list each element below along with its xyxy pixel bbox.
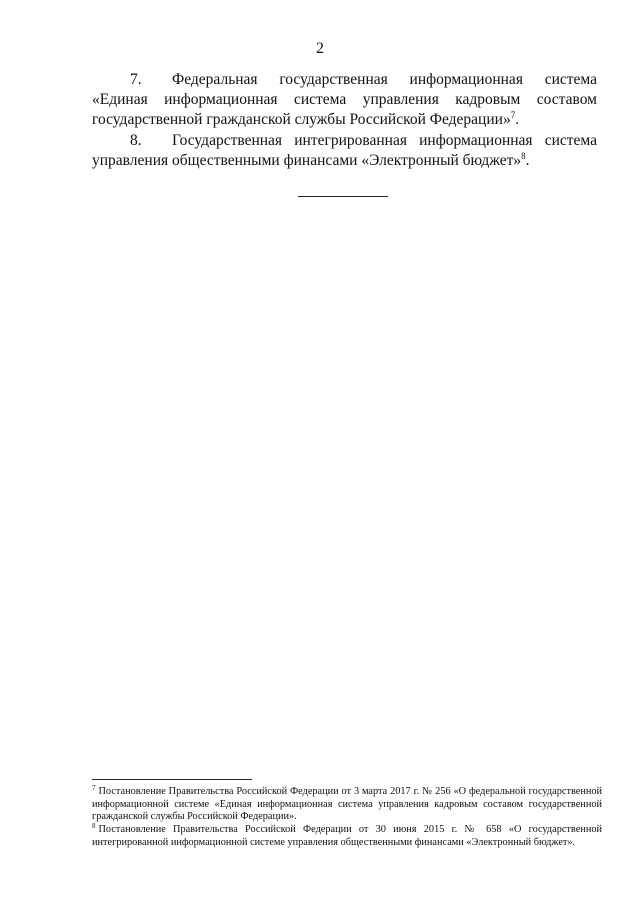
item-text: Федеральная государственная информационная система «Единая информационная система управления кадровым составом государственной гражданской службы Российской Федерации» [92,71,597,128]
item-tail: . [515,111,520,128]
footnote-divider [92,779,252,780]
footnote-text: Постановление Правительства Российской Федерации от 30 июня 2015 г. № 658 «О государственной интегрированной информационной системе управления общественными финансами «Электронный бюджет». [92,824,602,848]
item-number: 7. [130,71,142,88]
footnote-ref: 8 [521,151,526,161]
list-item-7 [92,70,597,130]
section-separator [298,196,388,197]
item-tail: . [525,152,530,169]
list-item-8 [92,131,597,171]
footnote-marker: 8 [92,822,96,830]
footnote-ref: 7 [510,110,516,120]
item-number: 8. [130,132,142,149]
item-text: Государственная интегрированная информационная система управления общественными финансами «Электронный бюджет» [92,132,597,169]
footnote-text: Постановление Правительства Российской Федерации от 3 марта 2017 г. № 256 «О федеральной государственной информационной системе «Единая информационная система управления кадровым составом государственной гражданской службы Российской Федерации». [92,786,602,822]
page-number: 2 [316,40,324,57]
footnote-8 [92,824,602,849]
footnote-marker: 7 [92,784,96,792]
footnote-7 [92,786,602,824]
